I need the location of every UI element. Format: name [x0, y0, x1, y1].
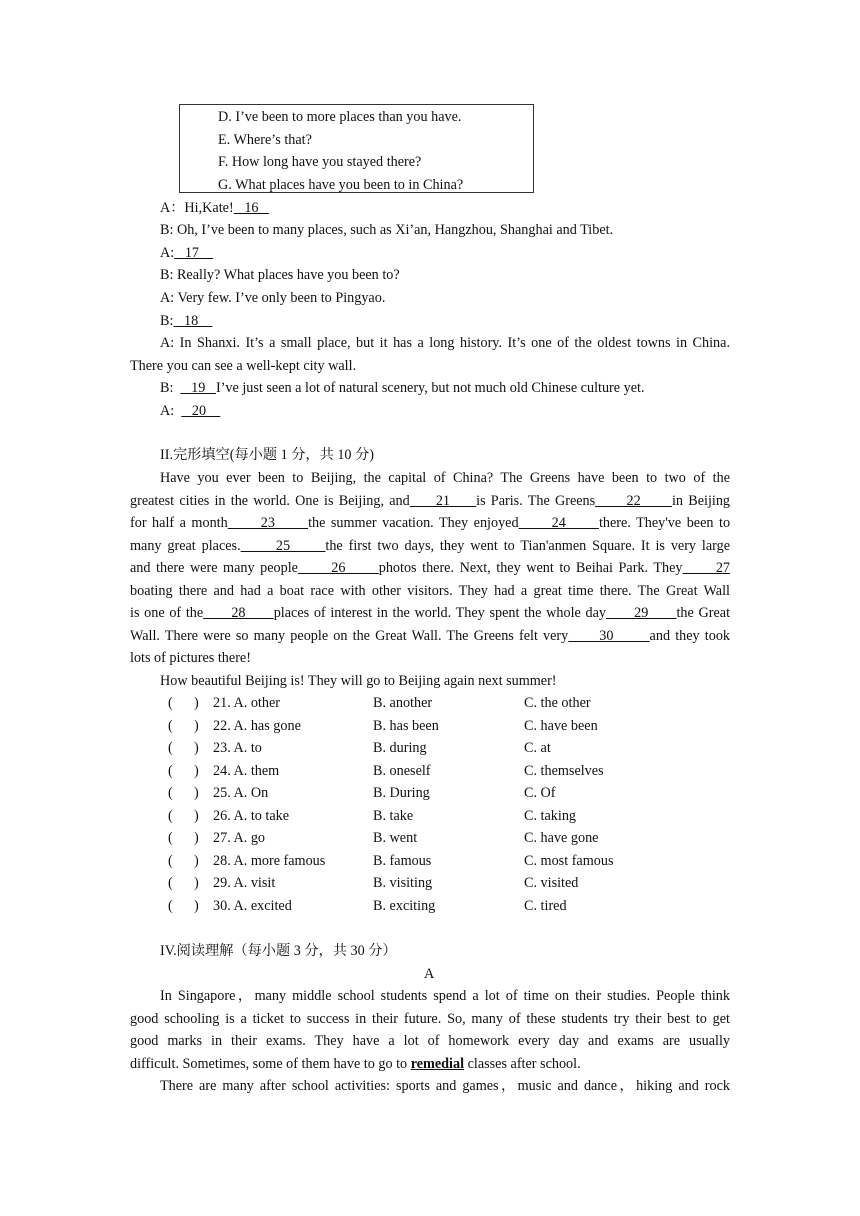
option-b: B. exciting [373, 897, 436, 914]
option-b: B. visiting [373, 875, 433, 891]
cloze-line-5: and there were many people 26 photos there. Next, they went to Beihai Park. They 27 [130, 560, 731, 576]
cloze-line-1: Have you ever been to Beijing, the capital of China? The Greens have been to two of the [160, 470, 730, 486]
dialogue-line-7b: There you can see a well-kept city wall. [130, 358, 357, 374]
question-row [160, 830, 760, 848]
question-row [160, 898, 760, 916]
option-a: 27. A. go [213, 830, 266, 846]
dialogue-line-9: A: 20 [160, 403, 221, 419]
blank-22: 22 [595, 493, 672, 509]
remedial-keyword: remedial [410, 1056, 465, 1072]
answer-paren[interactable]: ( ) [168, 807, 199, 824]
passage-a-label: A [424, 966, 435, 982]
option-c: C. themselves [524, 762, 604, 779]
blank-21: 21 [409, 493, 477, 509]
option-b: B. went [373, 830, 418, 846]
option-b: B. during [373, 740, 427, 756]
option-a: 23. A. to [213, 740, 262, 756]
option-c: C. have been [524, 717, 598, 734]
blank-19: 19 [180, 380, 216, 396]
cloze-line-7: is one of the 28 places of interest in the world. They spent the whole day 29 the Great [130, 605, 731, 621]
option-c: C. have gone [524, 830, 599, 846]
blank-30: 30 [568, 628, 650, 644]
blank-25: 25 [240, 538, 326, 554]
option-c: C. most famous [524, 852, 614, 869]
answer-paren[interactable]: ( ) [168, 875, 199, 891]
option-a: 26. A. to take [213, 807, 290, 824]
option-c: C. taking [524, 807, 577, 824]
passage-line-2: good schooling is a ticket to success in their future. So, many of these students try their best to get [130, 1011, 730, 1027]
option-c: C. at [524, 740, 551, 756]
dialogue-line-4: B: Really? What places have you been to? [160, 267, 400, 283]
option-c: C. tired [524, 897, 567, 914]
blank-18: 18 [173, 313, 213, 329]
answer-paren[interactable]: ( ) [168, 762, 199, 779]
question-row [160, 763, 760, 781]
passage-line-3: good marks in their exams. They have a lot of homework every day and exams are usually [130, 1033, 730, 1049]
dialogue-line-5: A: Very few. I’ve only been to Pingyao. [160, 290, 386, 306]
option-b: B. take [373, 807, 414, 824]
question-row [160, 808, 760, 826]
cloze-paragraph-2: How beautiful Beijing is! They will go to Beijing again next summer! [160, 673, 557, 689]
option-f: F. How long have you stayed there? [218, 154, 422, 170]
answer-paren[interactable]: ( ) [168, 695, 199, 711]
dialogue-line-1: A：Hi,Kate! 16 [160, 200, 270, 216]
blank-27: 27 [682, 560, 731, 576]
answer-paren[interactable]: ( ) [168, 897, 199, 914]
cloze-line-2: greatest cities in the world. One is Beijing, and 21 is Paris. The Greens 22 in Beijing [130, 493, 731, 509]
question-row [160, 785, 760, 803]
question-row [160, 853, 760, 871]
answer-paren[interactable]: ( ) [168, 740, 199, 756]
blank-20: 20 [181, 403, 221, 419]
option-a: 29. A. visit [213, 875, 276, 891]
option-g: G. What places have you been to in China? [218, 177, 464, 193]
section-4-heading: IV.阅读理解（每小题 3 分，共 30 分） [160, 943, 397, 959]
blank-29: 29 [605, 605, 677, 621]
cloze-line-8: Wall. There were so many people on the Great Wall. The Greens felt very 30 and they took [130, 628, 731, 644]
dialogue-line-3: A: 17 [160, 245, 214, 261]
blank-16: 16 [233, 200, 270, 216]
option-d: D. I’ve been to more places than you have. [218, 109, 462, 125]
answer-paren[interactable]: ( ) [168, 785, 199, 801]
question-row [160, 695, 760, 713]
cloze-line-4: many great places. 25 the first two days, they went to Tian'anmen Square. It is very large [130, 538, 731, 554]
passage-line-5: There are many after school activities: sports and games，music and dance，hiking and rock [160, 1078, 730, 1094]
option-a: 22. A. has gone [213, 717, 301, 734]
question-row [160, 740, 760, 758]
blank-26: 26 [297, 560, 379, 576]
question-row [160, 718, 760, 736]
blank-28: 28 [203, 605, 274, 621]
option-b: B. has been [373, 717, 439, 734]
option-c: C. the other [524, 695, 591, 711]
dialogue-line-8: B: 19 I’ve just seen a lot of natural scenery, but not much old Chinese culture yet. [160, 380, 645, 396]
blank-23: 23 [227, 515, 309, 531]
dialogue-line-6: B: 18 [160, 313, 213, 329]
cloze-line-9: lots of pictures there! [130, 650, 251, 666]
option-b: B. During [373, 785, 430, 801]
passage-line-1: In Singapore，many middle school students spend a lot of time on their studies. People think [160, 988, 730, 1004]
option-a: 30. A. excited [213, 897, 292, 914]
blank-17: 17 [174, 245, 214, 261]
answer-paren[interactable]: ( ) [168, 717, 199, 734]
passage-line-4: difficult. Sometimes, some of them have to go to remedial classes after school. [130, 1056, 581, 1072]
option-a: 21. A. other [213, 695, 280, 711]
option-b: B. oneself [373, 762, 431, 779]
dialogue-line-2: B: Oh, I’ve been to many places, such as Xi’an, Hangzhou, Shanghai and Tibet. [160, 222, 614, 238]
option-b: B. famous [373, 852, 432, 869]
option-a: 24. A. them [213, 762, 280, 779]
section-2-heading: II.完形填空(每小题 1 分，共 10 分) [160, 447, 374, 463]
blank-24: 24 [518, 515, 599, 531]
cloze-line-3: for half a month 23 the summer vacation. They enjoyed 24 there. They've been to [130, 515, 731, 531]
answer-paren[interactable]: ( ) [168, 852, 199, 869]
option-a: 25. A. On [213, 785, 269, 801]
dialogue-line-7a: A: In Shanxi. It’s a small place, but it has a long history. It’s one of the oldest towns in China. [160, 335, 730, 351]
option-e: E. Where’s that? [218, 132, 312, 148]
option-c: C. visited [524, 875, 579, 891]
option-b: B. another [373, 695, 433, 711]
answer-paren[interactable]: ( ) [168, 830, 199, 846]
cloze-line-6: boating there and had a boat race with other visitors. They had a great time there. The Great Wall [130, 583, 730, 599]
option-a: 28. A. more famous [213, 852, 326, 869]
question-row [160, 875, 760, 893]
option-c: C. Of [524, 785, 556, 801]
